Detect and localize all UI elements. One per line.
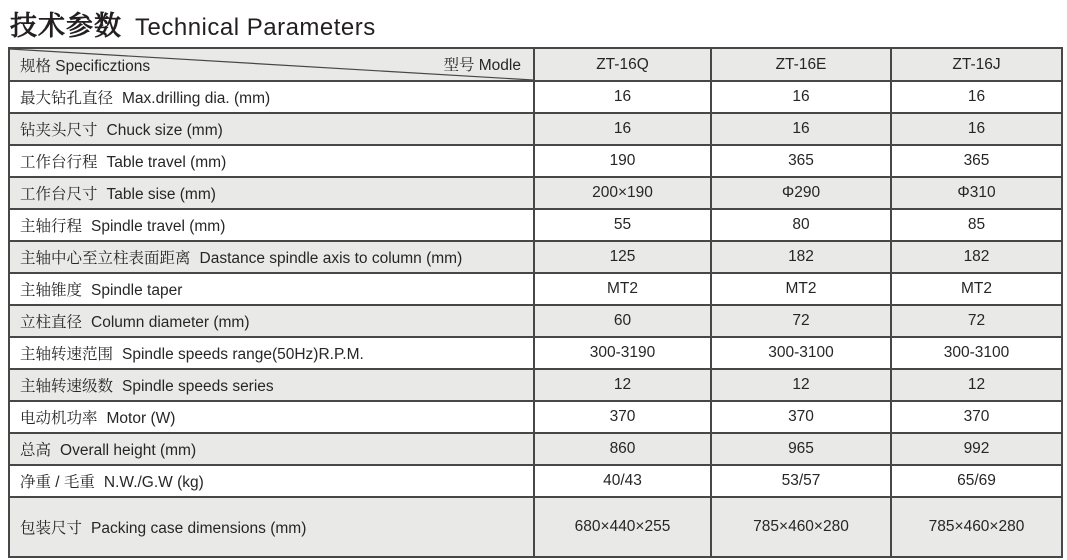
value-cell: 200×190 bbox=[534, 177, 711, 209]
technical-parameters-table bbox=[8, 47, 1063, 558]
value-cell: 190 bbox=[534, 145, 711, 177]
row-label-cn: 主轴转速级数 bbox=[20, 378, 114, 395]
row-label-en: Chuck size (mm) bbox=[106, 122, 223, 139]
value-cell: 370 bbox=[711, 401, 891, 433]
row-label-en: Spindle travel (mm) bbox=[91, 218, 226, 235]
value-cell: 182 bbox=[711, 241, 891, 273]
value-cell: MT2 bbox=[711, 273, 891, 305]
row-label-en: Table sise (mm) bbox=[106, 186, 216, 203]
table-row bbox=[9, 305, 1062, 337]
row-label-cn: 净重 / 毛重 bbox=[20, 474, 95, 491]
row-label bbox=[9, 177, 534, 209]
value-cell: 16 bbox=[711, 81, 891, 113]
row-label-cn: 主轴中心至立柱表面距离 bbox=[20, 250, 191, 267]
row-label bbox=[9, 401, 534, 433]
table-row bbox=[9, 401, 1062, 433]
model-header-label: 型号 Modle bbox=[443, 57, 521, 74]
row-label-en: Dastance spindle axis to column (mm) bbox=[199, 250, 463, 267]
value-cell: 16 bbox=[711, 113, 891, 145]
row-label bbox=[9, 337, 534, 369]
table-row bbox=[9, 497, 1062, 557]
row-label-cn: 最大钻孔直径 bbox=[20, 90, 114, 107]
model-column-header: ZT-16Q bbox=[534, 48, 711, 81]
value-cell: 16 bbox=[891, 81, 1062, 113]
model-column-header: ZT-16J bbox=[891, 48, 1062, 81]
row-label-en: Spindle taper bbox=[91, 282, 183, 299]
table-row bbox=[9, 465, 1062, 497]
value-cell: 12 bbox=[534, 369, 711, 401]
value-cell: 785×460×280 bbox=[711, 497, 891, 557]
row-label-cn: 电动机功率 bbox=[20, 410, 98, 427]
page-title bbox=[10, 4, 376, 43]
table-row bbox=[9, 145, 1062, 177]
row-label-en: Overall height (mm) bbox=[60, 442, 197, 459]
row-label-en: Motor (W) bbox=[106, 410, 176, 427]
value-cell: 40/43 bbox=[534, 465, 711, 497]
value-cell: 55 bbox=[534, 209, 711, 241]
value-cell: 12 bbox=[891, 369, 1062, 401]
row-label-cn: 包装尺寸 bbox=[20, 520, 83, 537]
value-cell: 16 bbox=[534, 113, 711, 145]
row-label-cn: 主轴行程 bbox=[20, 218, 83, 235]
specifications-header-label: 规格 Specificztions bbox=[20, 58, 151, 75]
table-row bbox=[9, 81, 1062, 113]
header-row bbox=[9, 48, 1062, 81]
value-cell: 72 bbox=[891, 305, 1062, 337]
value-cell: 72 bbox=[711, 305, 891, 337]
row-label-cn: 主轴锥度 bbox=[20, 282, 83, 299]
value-cell: 300-3100 bbox=[711, 337, 891, 369]
row-label-en: N.W./G.W (kg) bbox=[103, 474, 204, 491]
model-column-header: ZT-16E bbox=[711, 48, 891, 81]
value-cell: Φ310 bbox=[891, 177, 1062, 209]
value-cell: Φ290 bbox=[711, 177, 891, 209]
page-title-en: Technical Parameters bbox=[135, 14, 376, 41]
value-cell: 80 bbox=[711, 209, 891, 241]
corner-header-cell bbox=[9, 48, 534, 81]
table-row bbox=[9, 433, 1062, 465]
row-label-en: Spindle speeds series bbox=[122, 378, 274, 395]
row-label-cn: 钻夹头尺寸 bbox=[20, 122, 98, 139]
row-label-cn: 总高 bbox=[20, 442, 52, 459]
value-cell: 365 bbox=[891, 145, 1062, 177]
row-label-cn: 工作台尺寸 bbox=[20, 186, 98, 203]
row-label bbox=[9, 433, 534, 465]
row-label bbox=[9, 369, 534, 401]
value-cell: 370 bbox=[891, 401, 1062, 433]
row-label-en: Packing case dimensions (mm) bbox=[91, 520, 307, 537]
table-row bbox=[9, 113, 1062, 145]
value-cell: 53/57 bbox=[711, 465, 891, 497]
row-label bbox=[9, 465, 534, 497]
row-label bbox=[9, 209, 534, 241]
value-cell: 60 bbox=[534, 305, 711, 337]
page-title-cn: 技术参数 bbox=[10, 11, 122, 41]
table-row bbox=[9, 369, 1062, 401]
row-label-en: Column diameter (mm) bbox=[91, 314, 250, 331]
row-label-cn: 主轴转速范围 bbox=[20, 346, 114, 363]
value-cell: 365 bbox=[711, 145, 891, 177]
table-row bbox=[9, 177, 1062, 209]
row-label-cn: 工作台行程 bbox=[20, 154, 98, 171]
value-cell: 16 bbox=[534, 81, 711, 113]
row-label-en: Spindle speeds range(50Hz)R.P.M. bbox=[122, 346, 364, 363]
row-label bbox=[9, 81, 534, 113]
value-cell: 860 bbox=[534, 433, 711, 465]
row-label bbox=[9, 145, 534, 177]
row-label bbox=[9, 305, 534, 337]
table-row bbox=[9, 241, 1062, 273]
table-row bbox=[9, 337, 1062, 369]
row-label bbox=[9, 497, 534, 557]
value-cell: 85 bbox=[891, 209, 1062, 241]
value-cell: 16 bbox=[891, 113, 1062, 145]
row-label bbox=[9, 113, 534, 145]
row-label-cn: 立柱直径 bbox=[20, 314, 83, 331]
value-cell: 965 bbox=[711, 433, 891, 465]
value-cell: 785×460×280 bbox=[891, 497, 1062, 557]
value-cell: MT2 bbox=[891, 273, 1062, 305]
value-cell: 992 bbox=[891, 433, 1062, 465]
value-cell: 65/69 bbox=[891, 465, 1062, 497]
value-cell: 125 bbox=[534, 241, 711, 273]
table-row bbox=[9, 273, 1062, 305]
value-cell: MT2 bbox=[534, 273, 711, 305]
value-cell: 182 bbox=[891, 241, 1062, 273]
row-label-en: Max.drilling dia. (mm) bbox=[122, 90, 271, 107]
row-label bbox=[9, 273, 534, 305]
table-row bbox=[9, 209, 1062, 241]
row-label-en: Table travel (mm) bbox=[106, 154, 227, 171]
value-cell: 300-3190 bbox=[534, 337, 711, 369]
value-cell: 370 bbox=[534, 401, 711, 433]
value-cell: 300-3100 bbox=[891, 337, 1062, 369]
value-cell: 680×440×255 bbox=[534, 497, 711, 557]
value-cell: 12 bbox=[711, 369, 891, 401]
row-label bbox=[9, 241, 534, 273]
